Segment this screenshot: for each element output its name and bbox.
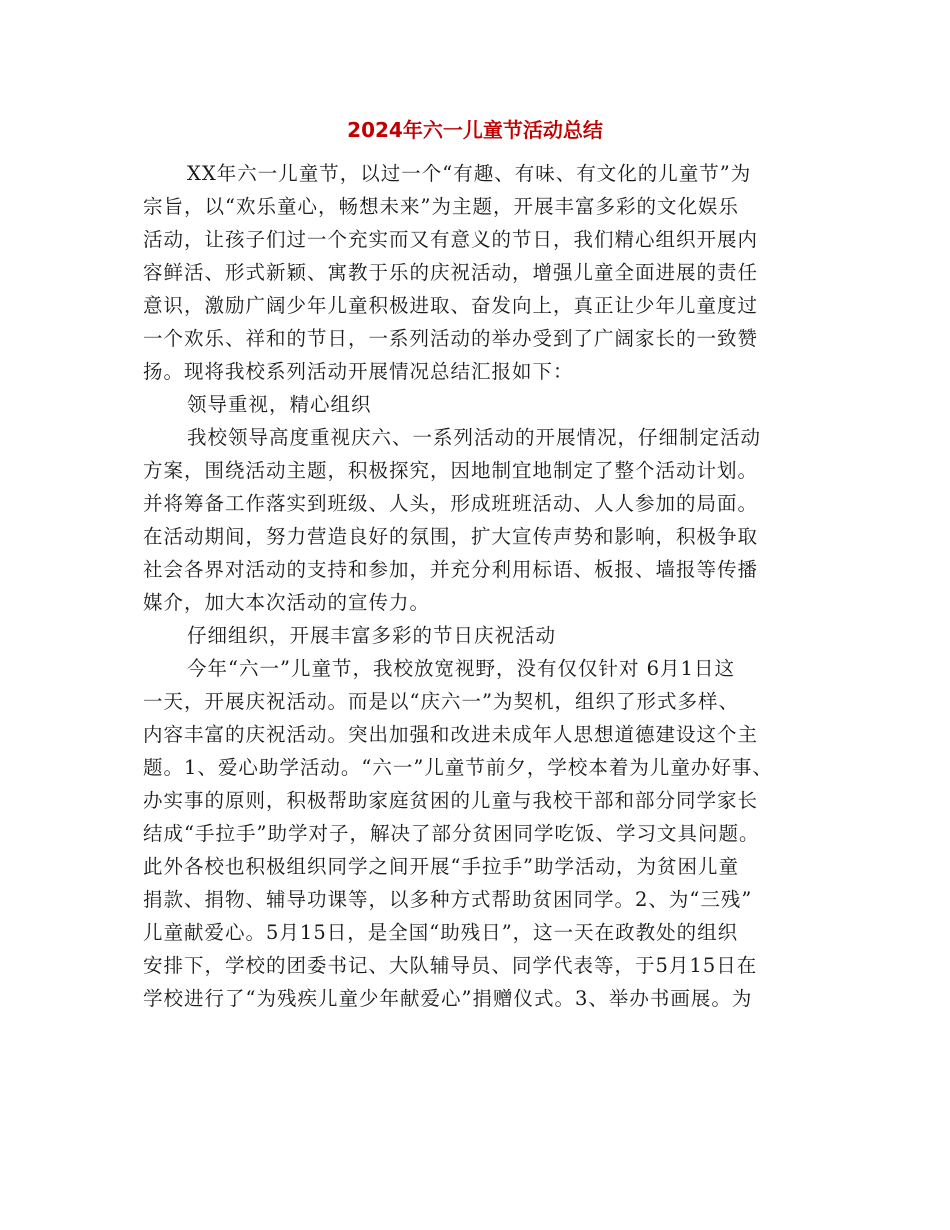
- text-line: 捐款、捐物、辅导功课等，以多种方式帮助贫困同学。2、为“三残”: [143, 888, 753, 911]
- text-line: 并将筹备工作落实到班级、人头，形成班班活动、人人参加的局面。: [143, 492, 759, 515]
- text-line: 活动，让孩子们过一个充实而又有意义的节日，我们精心组织开展内: [143, 228, 759, 251]
- text-line: 内容丰富的庆祝活动。突出加强和改进未成年人思想道德建设这个主: [143, 723, 759, 746]
- text-line: 方案，围绕活动主题，积极探究，因地制宜地制定了整个活动计划。: [143, 459, 759, 482]
- text-line: 结成“手拉手”助学对子，解决了部分贫困同学吃饭、学习文具问题。: [143, 822, 760, 845]
- document-title: 2024年六一儿童节活动总结: [347, 118, 603, 142]
- text-line: 学校进行了“为残疾儿童少年献爱心”捐赠仪式。3、举办书画展。为: [143, 987, 753, 1010]
- text-line: 题。1、爱心助学活动。“六一”儿童节前夕，学校本着为儿童办好事、: [143, 756, 773, 779]
- text-line: 办实事的原则，积极帮助家庭贫困的儿童与我校干部和部分同学家长: [143, 789, 759, 812]
- text-line: 社会各界对活动的支持和参加，并充分利用标语、板报、墙报等传播: [143, 558, 759, 581]
- text-line: 宗旨，以“欢乐童心，畅想未来”为主题，开展丰富多彩的文化娱乐: [143, 195, 739, 218]
- text-line: 容鲜活、形式新颖、寓教于乐的庆祝活动，增强儿童全面进展的责任: [143, 261, 759, 284]
- text-line: 扬。现将我校系列活动开展情况总结汇报如下：: [143, 360, 574, 383]
- text-line: XX年六一儿童节，以过一个“有趣、有味、有文化的儿童节”为: [187, 162, 752, 185]
- text-line: 在活动期间，努力营造良好的氛围，扩大宣传声势和影响，积极争取: [143, 525, 759, 548]
- text-line: 安排下，学校的团委书记、大队辅导员、同学代表等，于5月15日在: [143, 954, 758, 977]
- document-body: [143, 157, 823, 1015]
- text-line: 一天，开展庆祝活动。而是以“庆六一”为契机，组织了形式多样、: [143, 690, 739, 713]
- text-line: 我校领导高度重视庆六、一系列活动的开展情况，仔细制定活动: [187, 426, 762, 449]
- text-line: 领导重视，精心组织: [187, 393, 372, 416]
- text-line: 媒介，加大本次活动的宣传力。: [143, 591, 431, 614]
- text-line: 一个欢乐、祥和的节日，一系列活动的举办受到了广阔家长的一致赞: [143, 327, 759, 350]
- text-line: 仔细组织，开展丰富多彩的节日庆祝活动: [187, 624, 557, 647]
- text-line: 儿童献爱心。5月15日，是全国“助残日”，这一天在政教处的组织: [143, 921, 739, 944]
- text-line: 意识，激励广阔少年儿童积极进取、奋发向上，真正让少年儿童度过: [143, 294, 759, 317]
- text-line: 此外各校也积极组织同学之间开展“手拉手”助学活动，为贫困儿童: [143, 855, 739, 878]
- text-line: 今年“六一”儿童节，我校放宽视野，没有仅仅针对 6月1日这: [187, 657, 735, 680]
